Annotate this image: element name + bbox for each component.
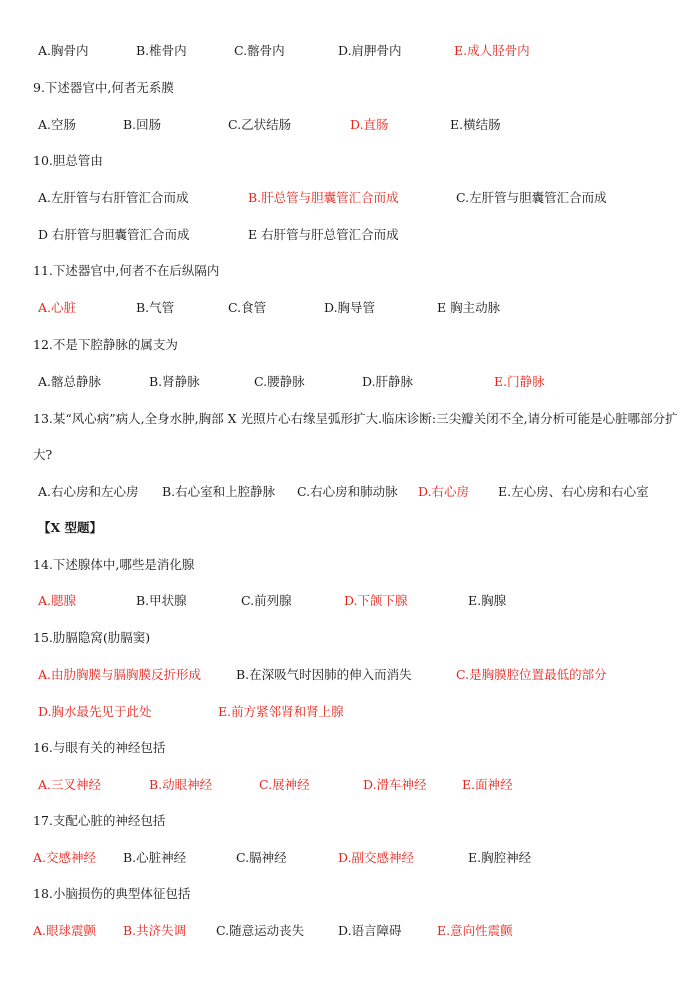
option-b: B.椎骨内 — [136, 43, 187, 58]
option-d: D.下颌下腺 — [344, 593, 408, 608]
option-a: A.眼球震颤 — [33, 923, 97, 938]
question-18: 18.小脑损伤的典型体征包括 — [33, 886, 191, 901]
option-d: D.直肠 — [350, 117, 389, 132]
option-a: A.左肝管与右肝管汇合而成 — [38, 190, 189, 205]
option-b: B.共济失调 — [123, 923, 187, 938]
options-row — [0, 591, 700, 611]
options-row — [0, 702, 700, 722]
question-13-continued: 大? — [33, 447, 53, 462]
question-15: 15.肋膈隐窝(肋膈窦) — [33, 630, 151, 645]
option-b: B.右心室和上腔静脉 — [162, 484, 276, 499]
option-a: A.髂总静脉 — [38, 374, 102, 389]
options-row — [0, 225, 700, 245]
section-heading: 【X 型题】 — [38, 520, 103, 535]
option-a: A.腮腺 — [38, 593, 77, 608]
option-a: A.由肋胸膜与膈胸膜反折形成 — [38, 667, 202, 682]
option-b: B.肝总管与胆囊管汇合而成 — [248, 190, 399, 205]
option-c: C.是胸膜腔位置最低的部分 — [456, 667, 607, 682]
question-9: 9.下述器官中,何者无系膜 — [33, 80, 174, 95]
question-14: 14.下述腺体中,哪些是消化腺 — [33, 557, 195, 572]
option-d: D.右心房 — [418, 484, 470, 499]
option-a: A.交感神经 — [33, 850, 97, 865]
option-d: D.肩胛骨内 — [338, 43, 402, 58]
question-11: 11.下述器官中,何者不在后纵隔内 — [33, 263, 220, 278]
option-b: B.肾静脉 — [149, 374, 200, 389]
option-b: B.心脏神经 — [123, 850, 187, 865]
option-e: E.面神经 — [462, 777, 513, 792]
option-c: C.前列腺 — [241, 593, 292, 608]
options-row — [0, 482, 700, 502]
options-row — [0, 188, 700, 208]
option-e: E.横结肠 — [450, 117, 501, 132]
option-d: D.肝静脉 — [362, 374, 414, 389]
options-row — [0, 775, 700, 795]
option-b: B.在深吸气时因肺的伸入而消失 — [236, 667, 412, 682]
option-e: E.胸腺 — [468, 593, 507, 608]
options-row — [0, 298, 700, 318]
option-e: E.胸腔神经 — [468, 850, 532, 865]
option-c: C.随意运动丧失 — [216, 923, 305, 938]
option-a: A.胸骨内 — [38, 43, 89, 58]
option-c: C.乙状结肠 — [228, 117, 292, 132]
option-d: D.胸导管 — [324, 300, 376, 315]
option-c: C.膈神经 — [236, 850, 287, 865]
option-e: E.门静脉 — [494, 374, 545, 389]
options-row — [0, 372, 700, 392]
option-c: C.髂骨内 — [234, 43, 285, 58]
option-b: B.甲状腺 — [136, 593, 187, 608]
option-a: A.右心房和左心房 — [38, 484, 139, 499]
option-c: C.展神经 — [259, 777, 310, 792]
option-d: D 右肝管与胆囊管汇合而成 — [38, 227, 190, 242]
options-row — [0, 41, 700, 61]
options-row — [0, 665, 700, 685]
option-b: B.回肠 — [123, 117, 162, 132]
option-d: D.滑车神经 — [363, 777, 427, 792]
option-d: D.副交感神经 — [338, 850, 415, 865]
option-c: C.右心房和肺动脉 — [297, 484, 398, 499]
option-a: A.三叉神经 — [38, 777, 102, 792]
option-d: D.胸水最先见于此处 — [38, 704, 152, 719]
question-16: 16.与眼有关的神经包括 — [33, 740, 166, 755]
option-c: C.腰静脉 — [254, 374, 305, 389]
option-e: E.意向性震颤 — [437, 923, 513, 938]
option-a: A.心脏 — [38, 300, 77, 315]
option-d: D.语言障碍 — [338, 923, 402, 938]
option-c: C.食管 — [228, 300, 267, 315]
question-13: 13.某“风心病”病人,全身水肿,胸部 X 光照片心右缘呈弧形扩大.临床诊断:三尖瓣关闭不全,请分析可能是心脏哪部分扩 — [33, 411, 678, 426]
option-e: E.左心房、右心房和右心室 — [498, 484, 649, 499]
option-e: E.成人胫骨内 — [454, 43, 530, 58]
option-e: E.前方紧邻肾和肾上腺 — [218, 704, 344, 719]
option-a: A.空肠 — [38, 117, 77, 132]
options-row — [0, 921, 700, 941]
option-b: B.动眼神经 — [149, 777, 213, 792]
option-e: E 胸主动脉 — [437, 300, 501, 315]
question-12: 12.不是下腔静脉的属支为 — [33, 337, 178, 352]
option-e: E 右肝管与肝总管汇合而成 — [248, 227, 399, 242]
question-17: 17.支配心脏的神经包括 — [33, 813, 166, 828]
option-c: C.左肝管与胆囊管汇合而成 — [456, 190, 607, 205]
option-b: B.气管 — [136, 300, 175, 315]
options-row — [0, 848, 700, 868]
question-10: 10.胆总管由 — [33, 153, 103, 168]
options-row — [0, 115, 700, 135]
